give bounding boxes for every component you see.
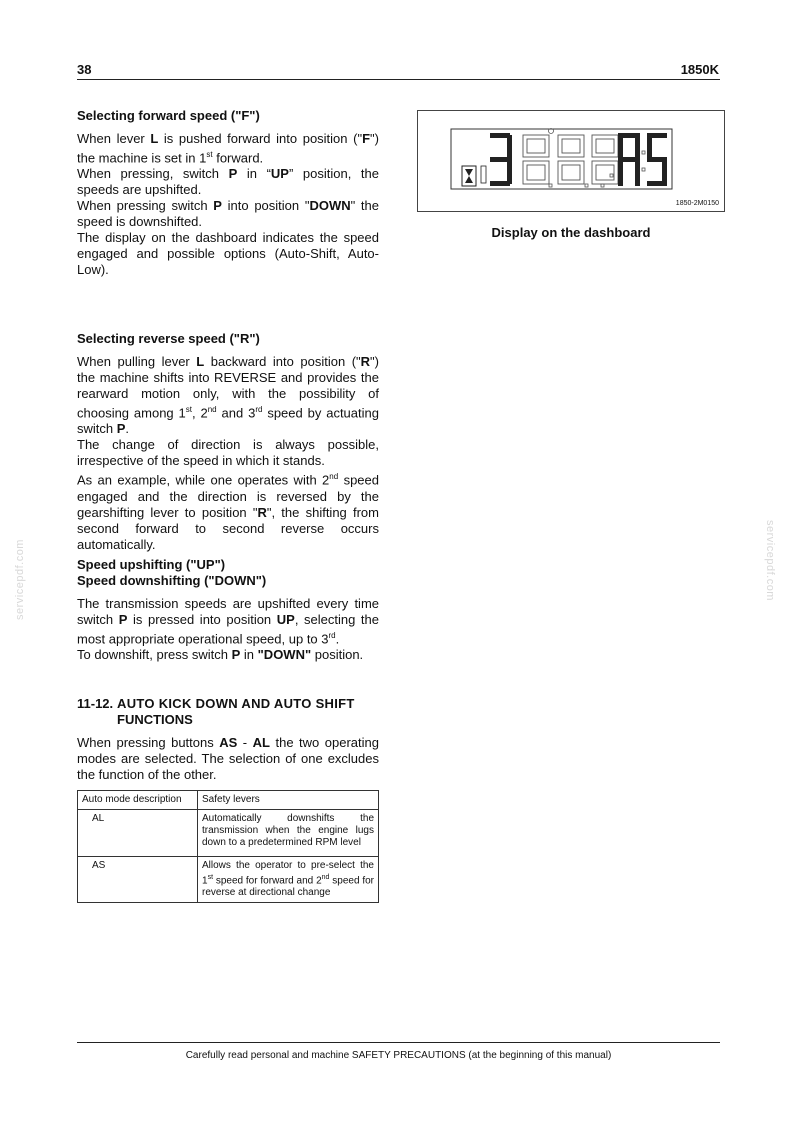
table-cell-mode: AL: [78, 810, 198, 857]
table-header-row: [78, 791, 379, 810]
section-title-auto-line2: FUNCTIONS: [117, 712, 193, 727]
section-number-auto: 11-12.: [77, 696, 114, 711]
section-title-downshifting: Speed downshifting ("DOWN"): [77, 573, 267, 588]
forward-line-1: When lever L is pushed forward into position ("F") the machine is set in 1st forward.: [77, 131, 379, 166]
forward-line-2: When pressing, switch P in “UP” position, the speeds are upshifted.: [77, 166, 379, 198]
section-forward: [77, 108, 379, 278]
forward-line-3: When pressing switch P into position "DOWN" the speed is downshifted.: [77, 198, 379, 230]
table-row: [78, 810, 379, 857]
watermark-right: servicepdf.com: [764, 520, 776, 601]
figure-code: 1850-2M0150: [675, 200, 719, 207]
display-digit-8-c: [592, 135, 618, 184]
table-cell-mode: AS: [78, 857, 198, 903]
table-header-mode: Auto mode description: [78, 791, 198, 810]
reverse-line-1: When pulling lever L backward into position ("R") the machine shifts into REVERSE and provides the rearward motion only, with the possibility of choosing among 1st, 2nd and 3rd speed by actuating switch P.: [77, 354, 379, 437]
page-number: 38: [77, 62, 92, 77]
display-digit-8-b: [558, 135, 584, 184]
header-rule: [77, 79, 720, 80]
section-title-reverse: Selecting reverse speed ("R"): [77, 331, 260, 346]
reverse-line-3: As an example, while one operates with 2nd speed engaged and the direction is reversed by the gearshifting lever to position "R", the shifting from second forward to second reverse occurs automatically.: [77, 472, 379, 552]
auto-mode-table: [77, 790, 379, 903]
footer-safety-note: Carefully read personal and machine SAFETY PRECAUTIONS (at the beginning of this manual): [185, 1050, 612, 1061]
section-title-auto-line1: AUTO KICK DOWN AND AUTO SHIFT: [117, 696, 355, 711]
table-row: [78, 857, 379, 903]
section-title-forward: Selecting forward speed ("F"): [77, 108, 260, 123]
display-digit-8-a: [523, 135, 549, 184]
reverse-line-2: The change of direction is always possible, irrespective of the speed in which it stands.: [77, 437, 379, 469]
display-digit-3: [481, 133, 512, 186]
hourglass-icon: [462, 166, 476, 186]
section-title-upshifting: Speed upshifting ("UP"): [77, 557, 226, 572]
display-mode-letter-s: [647, 133, 667, 186]
forward-line-4: The display on the dashboard indicates the speed engaged and possible options (Auto-Shift, Auto-Low).: [77, 230, 379, 278]
updown-line-1: The transmission speeds are upshifted every time switch P is pressed into position UP, selecting the most appropriate operational speed, up to 3rd.: [77, 596, 380, 647]
section-reverse: [77, 331, 379, 553]
updown-line-2: To downshift, press switch P in "DOWN" position.: [77, 647, 364, 663]
table-cell-description: Allows the operator to pre-select the 1st speed for forward and 2nd speed for reverse at directional change: [198, 857, 379, 903]
dashboard-display-figure: [417, 110, 725, 212]
watermark-left: servicepdf.com: [14, 539, 26, 620]
section-auto: [77, 696, 379, 903]
section-updown: [77, 557, 379, 663]
figure-caption: Display on the dashboard: [491, 225, 651, 240]
footer-rule: [77, 1042, 720, 1043]
table-cell-description: Automatically downshifts the transmission when the engine lugs down to a predetermined RPM level: [198, 810, 379, 857]
model-name: 1850K: [680, 62, 719, 77]
auto-intro: When pressing buttons AS - AL the two operating modes are selected. The selection of one excludes the function of the other.: [77, 735, 379, 782]
table-header-levers: Safety levers: [198, 791, 379, 810]
display-mode-letter-a: [618, 133, 640, 186]
lcd-display: [418, 111, 724, 211]
